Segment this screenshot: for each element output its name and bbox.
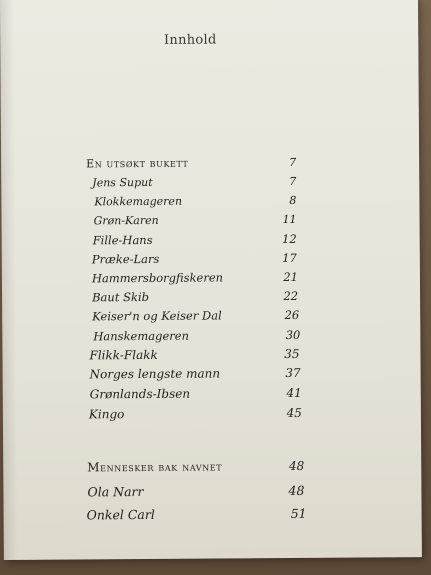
toc-entry: [87, 482, 305, 500]
toc-entry: [94, 193, 297, 209]
toc-title: Hammersborgfiskeren: [91, 270, 224, 286]
toc-page-number: 37: [285, 365, 301, 381]
toc-entry: [91, 250, 297, 267]
toc-page-number: 17: [282, 250, 297, 266]
toc-page-number: 45: [286, 405, 302, 421]
toc-page-number: 48: [288, 458, 305, 473]
toc-entry: [92, 174, 297, 190]
toc-page-number: 30: [285, 327, 301, 343]
toc-title: Præke-Lars: [91, 251, 160, 267]
toc-page-number: 26: [284, 307, 300, 323]
toc-entry: [86, 505, 307, 523]
toc-page-number: 7: [289, 174, 297, 188]
toc-title: Jens Suput: [92, 175, 153, 190]
page-gutter-shadow: [0, 0, 18, 560]
toc-entry: [92, 288, 299, 305]
toc-entry: [89, 346, 300, 363]
toc-page-number: 48: [288, 482, 305, 498]
toc-title: Grøn-Karen: [93, 213, 159, 228]
toc-title: Klokkemageren: [94, 194, 183, 209]
toc-entry: [87, 458, 305, 475]
toc-entry: [88, 405, 302, 422]
toc-entry: [92, 307, 300, 324]
toc-page-number: 12: [281, 231, 297, 247]
toc-page-number: 7: [289, 155, 297, 169]
toc-page-number: 35: [284, 346, 300, 362]
toc-title: Fille-Hans: [92, 232, 153, 248]
toc-page-number: 22: [283, 288, 299, 304]
page-heading: Innhold: [163, 32, 217, 48]
toc-entry: [91, 269, 298, 286]
toc-section-title: Mennesker bak navnet: [87, 459, 223, 475]
toc-entry: [89, 385, 302, 402]
toc-page-number: 21: [283, 269, 298, 285]
toc-page-number: 41: [286, 385, 302, 401]
toc-entry: [92, 231, 297, 248]
toc-title: Ola Narr: [87, 484, 144, 500]
toc-title: Kingo: [88, 407, 125, 422]
toc-entry: [93, 327, 301, 344]
toc-title: Grønlands-Ibsen: [89, 386, 191, 402]
toc-title: Norges lengste mann: [89, 366, 221, 382]
toc-entry: [86, 155, 297, 171]
toc-title: Keiser'n og Keiser Dal: [92, 308, 222, 324]
toc-page-number: 51: [290, 505, 307, 521]
toc-title: Hanskemageren: [93, 328, 190, 344]
toc-entry: [93, 212, 297, 228]
toc-entry: [89, 365, 301, 382]
toc-title: Flikk-Flakk: [89, 347, 158, 363]
toc-title: Baut Skib: [92, 289, 150, 305]
toc-page-number: 8: [289, 193, 297, 207]
toc-section-title: En utsøkt bukett: [86, 156, 189, 171]
toc-page-number: 11: [282, 212, 297, 227]
toc-title: Onkel Carl: [86, 506, 155, 523]
